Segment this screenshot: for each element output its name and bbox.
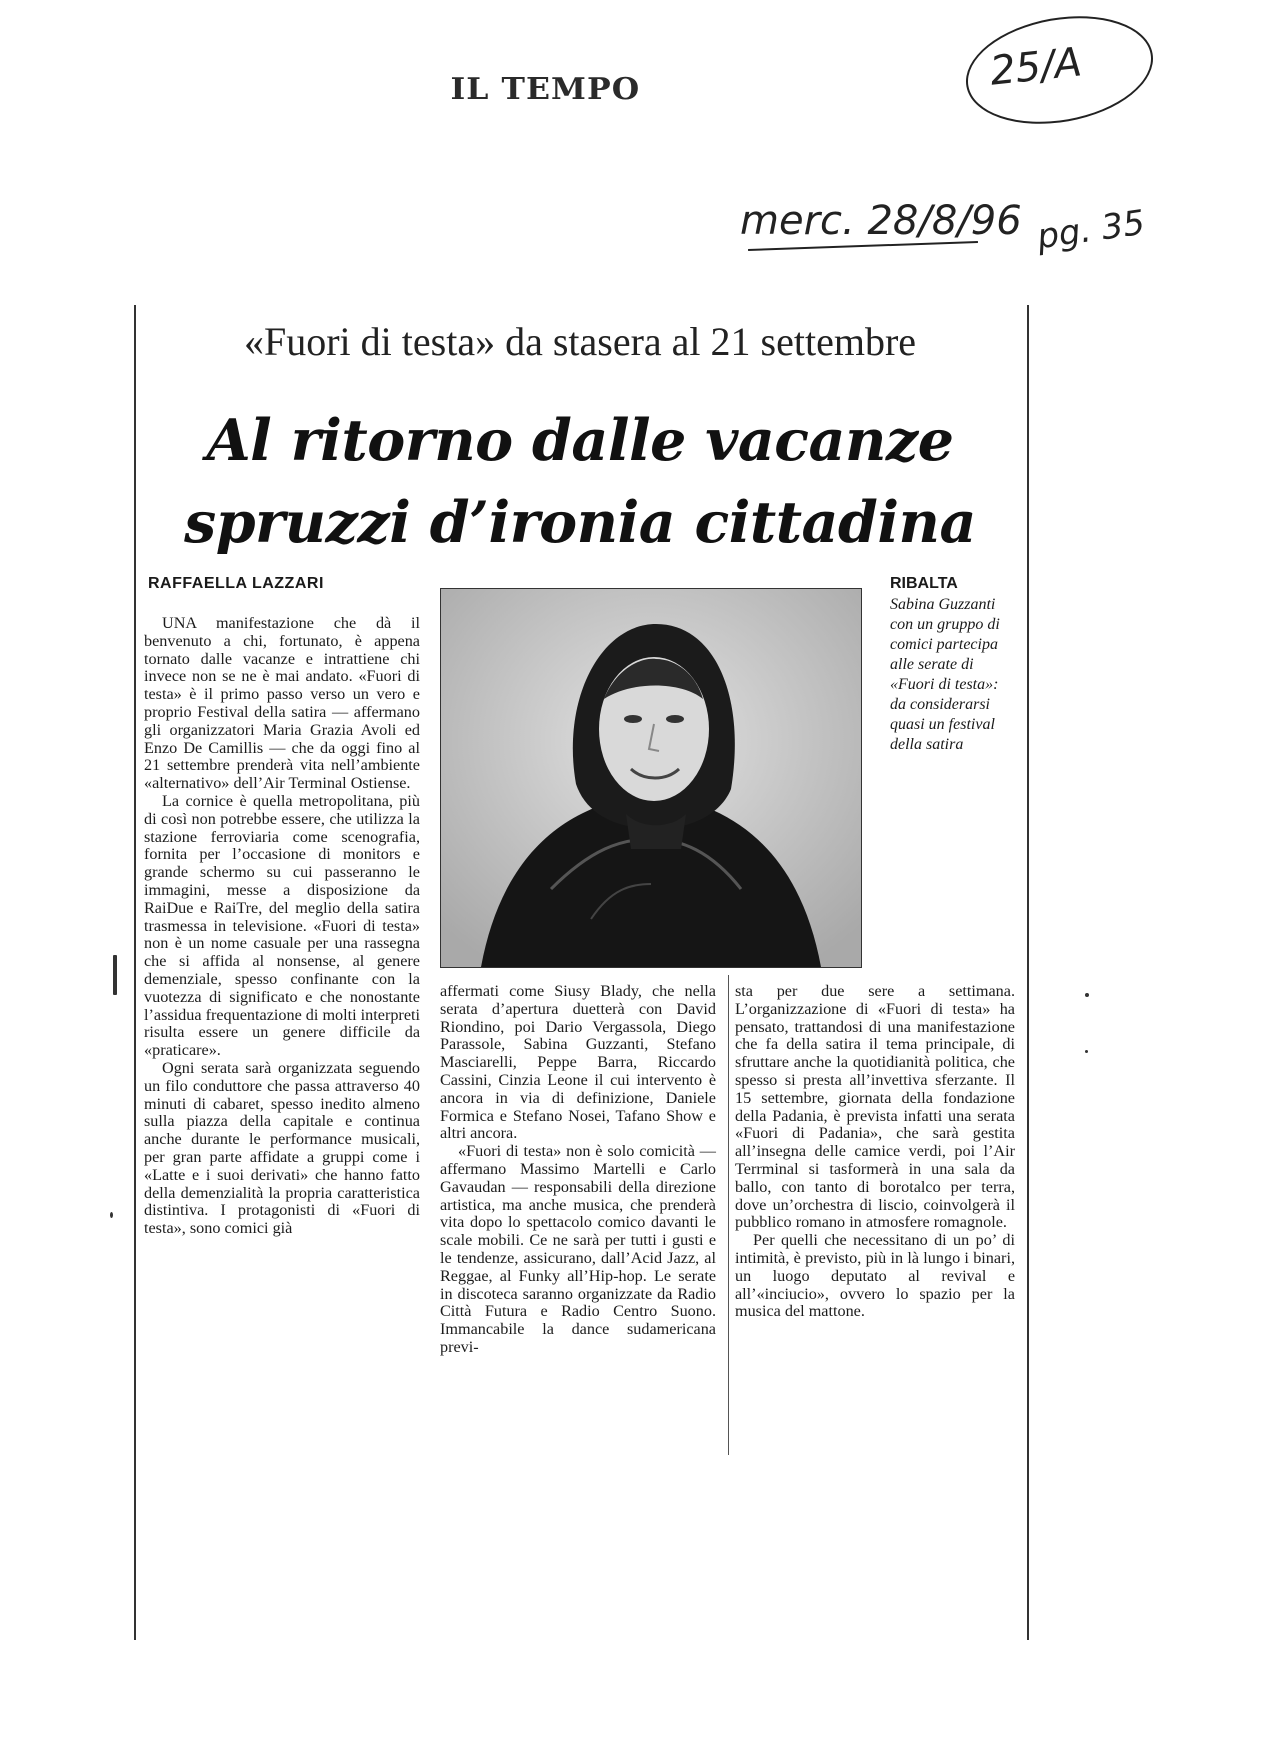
handwritten-date: merc. 28/8/96 xyxy=(740,198,1022,244)
article-photo xyxy=(440,588,862,968)
article-column-3 xyxy=(735,983,1015,1453)
paragraph: La cornice è quella metropolitana, più di così non potrebbe essere, che utilizza la stazione ferroviaria come scenografia, fornita per l’occasione di monitors e grande schermo su cui passeranno le immagini, messe a disposizione da RaiDue e RaiTre, del meglio della satira trasmessa in televisione. «Fuori di testa» non è un nome casuale per una rassegna che si affida al nonsense, al genere demenziale, spesso confinante con la vuotezza di significato e che nonostante l’assidua frequentazione di molti interpreti risulta essere un genere difficile da «praticare». xyxy=(144,791,420,1060)
article-column-1 xyxy=(144,615,420,1455)
caption-label: RIBALTA xyxy=(890,575,958,592)
paragraph: sta per due sere a settimana. L’organizzazione di «Fuori di testa» ha pensato, trattandosi di una manifestazione che fa della satira il tema principale, di sfruttare anche la quotidianità politica, che spesso si presta all’invettiva sferzante. Il 15 settembre, giornata della fondazione della Padania, è prevista infatti una serata «Fuori di Padania», che sarà gestita all’insegna delle camice verdi, poi l’Air Terrminal si tasformerà in una sala da ballo, con tanto di borotalco per terra, dove un’orchestra di liscio, coinvolgerà il pubblico romano in atmosfere romagnole. xyxy=(735,982,1015,1232)
paragraph: Per quelli che necessitano di un po’ di intimità, è previsto, più in là lungo i binari, un luogo deputato al revival e all’«inciucio», ovvero lo spazio per la musica del mattone. xyxy=(735,1231,1015,1321)
paragraph: «Fuori di testa» non è solo comicità — affermano Massimo Martelli e Carlo Gavaudan — responsabili della direzione artistica, ma anche musica, che prenderà vita dopo lo spettacolo comico davanti le scale mobili. Ce ne sarà per tutti i gusti e le tendenze, assicurano, dall’Acid Jazz, al Reggae, al Funky all’Hip-hop. Le serate in discoteca saranno organizzate da Radio Città Futura e Radio Centro Suono. Immancabile la dance sudamericana previ- xyxy=(440,1142,716,1356)
scan-speck xyxy=(110,1212,113,1218)
article-byline: RAFFAELLA LAZZARI xyxy=(148,575,324,592)
paragraph: UNA manifestazione che dà il benvenuto a chi, fortunato, è appena tornato dalle vacanze e intrattiene chi invece non se ne è mai andato. «Fuori di testa» è il primo passo verso un vero e proprio Festival della satira — affermano gli organizzatori Maria Grazia Avoli ed Enzo De Camillis — che da oggi fino al 21 settembre prenderà vita nell’ambiente «alternativo» dell’Air Terminal Ostiense. xyxy=(144,614,420,793)
article-headline xyxy=(140,400,1020,564)
column-rule xyxy=(728,975,729,1455)
article-kicker: «Fuori di testa» da stasera al 21 settembre xyxy=(243,319,917,364)
scan-mark xyxy=(113,955,117,995)
article-column-2 xyxy=(440,983,716,1453)
newspaper-masthead: IL TEMPO xyxy=(450,72,641,107)
clipping-border-right xyxy=(1027,305,1029,1640)
headline-line-2: spruzzi d’ironia cittadina xyxy=(184,489,976,556)
photo-caption: Sabina Guzzanti con un gruppo di comici partecipa alle serate di «Fuori di testa»: da considerarsi quasi un festival della satira xyxy=(890,596,1000,753)
paragraph: Ogni serata sarà organizzata seguendo un filo conduttore che passa attraverso 40 minuti di cabaret, spesso inedito almeno sulla piazza della capitale e continua anche durante le performance musicali, per gran parte affidate a gruppi come i «Latte e i suoi derivati» che hanno fatto della demenzialità la propria caratteristica distintiva. I protagonisti di «Fuori di testa», sono comici già xyxy=(144,1058,420,1238)
scan-speck xyxy=(1085,993,1089,997)
portrait-illustration xyxy=(441,589,861,967)
handwritten-archive-code: 25/A xyxy=(987,39,1084,95)
scan-speck xyxy=(1085,1050,1088,1053)
handwritten-page-number: pg. 35 xyxy=(1034,202,1148,258)
clipping-border-left xyxy=(134,305,136,1640)
headline-line-1: Al ritorno dalle vacanze xyxy=(206,407,954,474)
paragraph: affermati come Siusy Blady, che nella serata d’apertura duetterà con David Riondino, poi Dario Vergassola, Diego Parassole, Sabina Guzzanti, Stefano Masciarelli, Peppe Barra, Riccardo Cassini, Cinzia Leone il cui intervento è ancora in via di definizione, Daniele Formica e Stefano Nosei, Tafano Show e altri ancora. xyxy=(440,982,716,1143)
